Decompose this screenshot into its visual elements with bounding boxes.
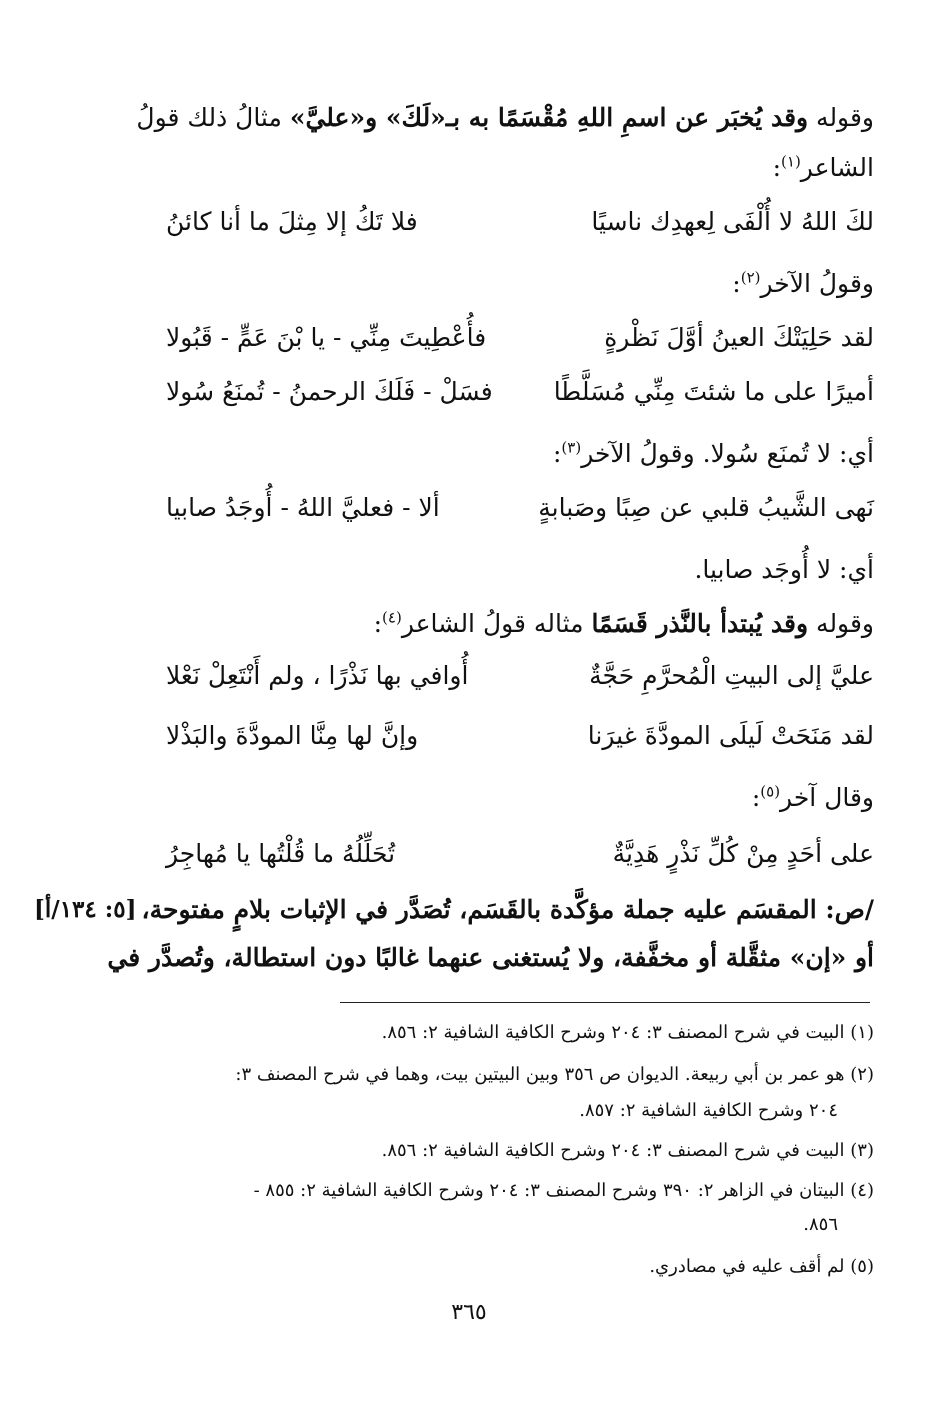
- text-run: وقوله: [808, 103, 874, 132]
- text-run: مثاله قولُ الشاعر: [401, 609, 592, 638]
- verse-first-hemistich: على أحَدٍ مِنْ كُلِّ نَذْرٍ هَدِيَّةٌ: [612, 839, 874, 868]
- text-run: :: [772, 153, 782, 182]
- paragraph-line: [166, 150, 874, 186]
- verse-line: [166, 656, 874, 696]
- verse-second-hemistich: أُوافي بها نَذْرًا ، ولم أَنْتَعِلْ نَعْلا: [166, 661, 469, 690]
- footnote-separator: [340, 1002, 870, 1003]
- text-run: أي: لا تُمنَع سُولا. وقولُ الآخر: [581, 439, 874, 468]
- verse-first-hemistich: لكَ اللهُ لا أُلْفَى لِعهدِك ناسيًا: [591, 207, 874, 236]
- footnote: (٣) البيت في شرح المصنف ٣: ٢٠٤ وشرح الكافية الشافية ٢: ٨٥٦.: [381, 1140, 874, 1161]
- text-run: أي: لا أُوجَد صابيا.: [694, 555, 874, 584]
- footnote-marker: (٣): [561, 438, 582, 457]
- paragraph-line: [166, 780, 874, 816]
- text-run: وقوله: [808, 609, 874, 638]
- footnote: (٥) لم أقف عليه في مصادري.: [649, 1256, 874, 1277]
- verse-first-hemistich: نَهى الشَّيبُ قلبي عن صِبًا وصَبابةٍ: [538, 493, 874, 522]
- matn-line: [141, 892, 874, 928]
- verse-second-hemistich: فلا تَكُ إلا مِثلَ ما أنا كائنُ: [166, 207, 418, 236]
- footnote-marker: (٤): [382, 608, 402, 627]
- verse-first-hemistich: أميرًا على ما شئتَ مِنِّي مُسَلَّطًا: [553, 377, 874, 406]
- verse-line: [166, 202, 874, 242]
- verse-second-hemistich: فسَلْ - فَلَكَ الرحمنُ - تُمنَعُ سُولا: [166, 377, 493, 406]
- text-run: :: [751, 783, 761, 812]
- verse-second-hemistich: وإنَّ لها مِنَّا المودَّةَ والبَذْلا: [166, 721, 419, 750]
- footnote-marker: (١): [781, 152, 801, 171]
- paragraph-line: [166, 552, 874, 588]
- paragraph-line: [136, 100, 874, 136]
- text-run: وقولُ الآخر: [760, 269, 874, 298]
- footnote-continuation: ٨٥٦.: [803, 1214, 838, 1235]
- text-run: وقال آخر: [780, 783, 874, 812]
- verse-first-hemistich: عليَّ إلى البيتِ الْمُحرَّمِ حَجَّةٌ: [589, 661, 874, 690]
- footnote: (٤) البيتان في الزاهر ٢: ٣٩٠ وشرح المصنف ٣: ٢٠٤ وشرح الكافية الشافية ٢: ٨٥٥ -: [253, 1180, 874, 1201]
- verse-second-hemistich: ألا - فعليَّ اللهُ - أُوجَدُ صابيا: [166, 493, 440, 522]
- paragraph-line: [166, 436, 874, 472]
- manuscript-folio-reference: [٥: ١٣٤/أ]: [34, 896, 137, 923]
- footnote-marker: (٥): [760, 782, 781, 801]
- verse-line: [166, 318, 874, 358]
- paragraph-line: [166, 266, 874, 302]
- text-run-bold: وقد يُبتدأ بالنَّذر قَسَمًا: [591, 609, 809, 638]
- footnote-marker: (٢): [740, 268, 761, 287]
- verse-line: [166, 372, 874, 412]
- text-run-bold: /ص: المقسَم عليه جملة مؤكَّدة بالقَسَم، تُصَدَّر في الإثبات بلامٍ مفتوحة،: [141, 895, 874, 924]
- text-run: الشاعر: [800, 153, 874, 182]
- matn-line: [107, 940, 874, 976]
- text-run-bold: أو «إن» مثقَّلة أو مخفَّفة، ولا يُستغنى عنهما غالبًا دون استطالة، وتُصدَّر في: [107, 943, 874, 972]
- text-run: :: [552, 439, 562, 468]
- verse-line: [166, 834, 874, 874]
- verse-second-hemistich: فأُعْطِيتَ مِنِّي - يا بْنَ عَمٍّ - قَبُولا: [166, 323, 487, 352]
- verse-line: [166, 488, 874, 528]
- page-number: ٣٦٥: [451, 1300, 487, 1325]
- text-run: :: [732, 269, 741, 298]
- footnote: (١) البيت في شرح المصنف ٣: ٢٠٤ وشرح الكافية الشافية ٢: ٨٥٦.: [381, 1022, 874, 1043]
- verse-first-hemistich: لقد حَلِيَتْكَ العينُ أوَّلَ نَظْرةٍ: [604, 323, 874, 352]
- verse-second-hemistich: تُحَلِّلُهُ ما قُلْتُها يا مُهاجِرُ: [166, 839, 396, 868]
- text-run: :: [373, 609, 383, 638]
- verse-line: [166, 716, 874, 756]
- footnote-continuation: ٢٠٤ وشرح الكافية الشافية ٢: ٨٥٧.: [579, 1100, 838, 1121]
- text-run: مثالُ ذلك قولُ: [136, 103, 290, 132]
- verse-first-hemistich: لقد مَنَحَتْ لَيلَى المودَّةَ غيرَنا: [587, 721, 874, 750]
- footnote: (٢) هو عمر بن أبي ربيعة. الديوان ص ٣٥٦ وبين البيتين بيت، وهما في شرح المصنف ٣:: [235, 1064, 874, 1085]
- paragraph-line: [166, 606, 874, 642]
- text-run-bold: وقد يُخبَر عن اسمِ اللهِ مُقْسَمًا به بـ«لَكَ» و«عليَّ»: [289, 103, 809, 132]
